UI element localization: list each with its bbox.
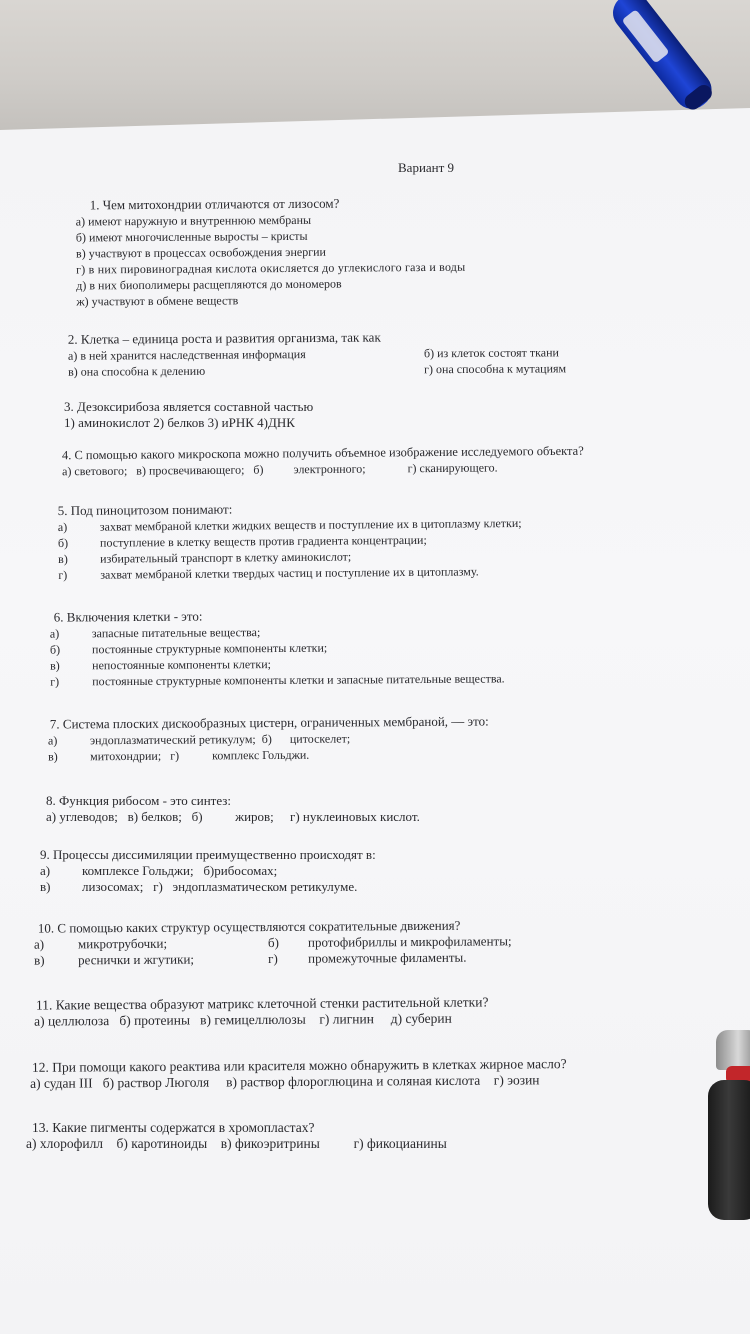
option-letter: г) <box>58 567 68 583</box>
option-letter: а) <box>47 733 58 748</box>
answer-option: а) в ней хранится наследственная информация <box>67 347 306 363</box>
question-10-text: 10. С помощью каких структур осуществляются сократительные движения? <box>37 917 461 936</box>
question-9-text: 9. Процессы диссимиляции преимущественно происходят в: <box>40 847 376 862</box>
option-letter: а) <box>40 863 51 878</box>
answer-option: в) участвуют в процессах освобождения энергии <box>75 244 326 261</box>
question-8 <box>46 793 420 825</box>
answer-options: а) хлорофилл б) каротиноиды в) фикоэритрины г) фикоцианины <box>26 1136 447 1151</box>
option-letter: б) <box>49 642 61 657</box>
question-2-text: 2. Клетка – единица роста и развития организма, так как <box>67 329 381 347</box>
question-13 <box>26 1120 447 1152</box>
option-letter: а) <box>57 519 68 535</box>
question-5 <box>58 499 522 583</box>
option-letter: в) <box>50 658 60 673</box>
option-letter: в) <box>58 551 68 567</box>
answer-option: поступление в клетку веществ против градиента концентрации; <box>99 532 427 550</box>
option-letter: г) <box>268 950 278 967</box>
question-12 <box>30 1056 567 1092</box>
question-7 <box>48 713 489 764</box>
answer-option: избирательный транспорт в клетку аминокислот; <box>100 549 352 566</box>
option-letter: б) <box>57 535 69 551</box>
question-9 <box>40 847 376 895</box>
answer-option: б) имеют многочисленные выросты – кристы <box>75 228 308 245</box>
answer-option: реснички и жгутики; <box>78 951 195 968</box>
answer-option: захват мембраной клетки твердых частиц и поступление их в цитоплазму. <box>100 564 479 582</box>
option-letter: в) <box>40 879 51 894</box>
question-13-text: 13. Какие пигменты содержатся в хромопластах? <box>32 1120 315 1135</box>
question-6-text: 6. Включения клетки - это: <box>53 608 203 625</box>
answer-options: а) светового; в) просвечивающего; б) электронного; г) сканирующего. <box>62 460 498 479</box>
question-5-text: 5. Под пиноцитозом понимают: <box>57 501 233 519</box>
answer-options: 1) аминокислот 2) белков 3) иРНК 4)ДНК <box>64 415 295 430</box>
question-8-text: 8. Функция рибосом - это синтез: <box>46 793 232 808</box>
question-1-text: 1. Чем митохондрии отличаются от лизосом? <box>89 195 340 213</box>
option-letter: б) <box>267 934 280 951</box>
answer-option: постоянные структурные компоненты клетки и запасные питательные вещества. <box>92 671 505 689</box>
question-12-text: 12. При помощи какого реактива или красителя можно обнаружить в клетках жирное масло? <box>31 1056 567 1075</box>
option-letter: в) <box>48 749 58 764</box>
question-7-text: 7. Система плоских дискообразных цистерн, ограниченных мембраной, — это: <box>49 713 489 732</box>
answer-options: а) целлюлоза б) протеины в) гемицеллюлозы г) лигнин д) суберин <box>34 1010 452 1029</box>
answer-options: а) судан III б) раствор Люголя в) раствор флороглюцина и соляная кислота г) эозин <box>30 1072 540 1091</box>
answer-option: непостоянные компоненты клетки; <box>92 657 272 673</box>
question-4-text: 4. С помощью какого микроскопа можно получить объемное изображение исследуемого объекта? <box>61 443 584 463</box>
answer-option: б) из клеток состоят ткани <box>423 345 560 361</box>
answer-option: комплексе Гольджи; б)рибосомах; <box>82 863 278 878</box>
question-11 <box>34 994 489 1029</box>
answer-option: митохондрии; г) комплекс Гольджи. <box>90 747 310 764</box>
answer-option: промежуточные филаменты. <box>308 949 467 966</box>
answer-option: микротрубочки; <box>77 935 168 952</box>
question-3-text: 3. Дезоксирибоза является составной частью <box>64 399 314 414</box>
variant-title: Вариант 9 <box>398 160 455 175</box>
question-3 <box>64 399 313 431</box>
answer-option: эндоплазматический ретикулум; б) цитоскелет; <box>89 731 351 748</box>
answer-option: захват мембраной клетки жидких веществ и поступление их в цитоплазму клетки; <box>99 515 522 534</box>
question-11-text: 11. Какие вещества образуют матрикс клеточной стенки растительной клетки? <box>35 994 489 1013</box>
question-4 <box>62 443 584 480</box>
question-6 <box>50 606 505 689</box>
option-letter: а) <box>49 626 60 641</box>
answer-option: запасные питательные вещества; <box>91 625 261 641</box>
answer-option: лизосомах; г) эндоплазматическом ретикулуме. <box>82 879 358 894</box>
answer-option: в) она способна к делению <box>68 363 206 379</box>
answer-option: постоянные структурные компоненты клетки; <box>91 640 328 657</box>
answer-option: г) она способна к мутациям <box>424 361 567 377</box>
question-2 <box>68 328 566 379</box>
option-letter: г) <box>50 674 60 689</box>
question-10 <box>34 917 512 968</box>
question-1 <box>75 195 480 310</box>
answer-option: д) в них биополимеры расщепляются до мономеров <box>76 276 342 293</box>
answer-options: а) углеводов; в) белков; б) жиров; г) нуклеиновых кислот. <box>46 809 420 824</box>
answer-option: а) имеют наружную и внутреннюю мембраны <box>75 212 312 229</box>
answer-option: г) в них пировиноградная кислота окисляется до углекислого газа и воды <box>76 259 466 277</box>
answer-option: протофибриллы и микрофиламенты; <box>307 933 512 950</box>
option-letter: а) <box>33 936 45 952</box>
option-letter: в) <box>34 952 45 968</box>
answer-option: ж) участвуют в обмене веществ <box>76 293 239 309</box>
